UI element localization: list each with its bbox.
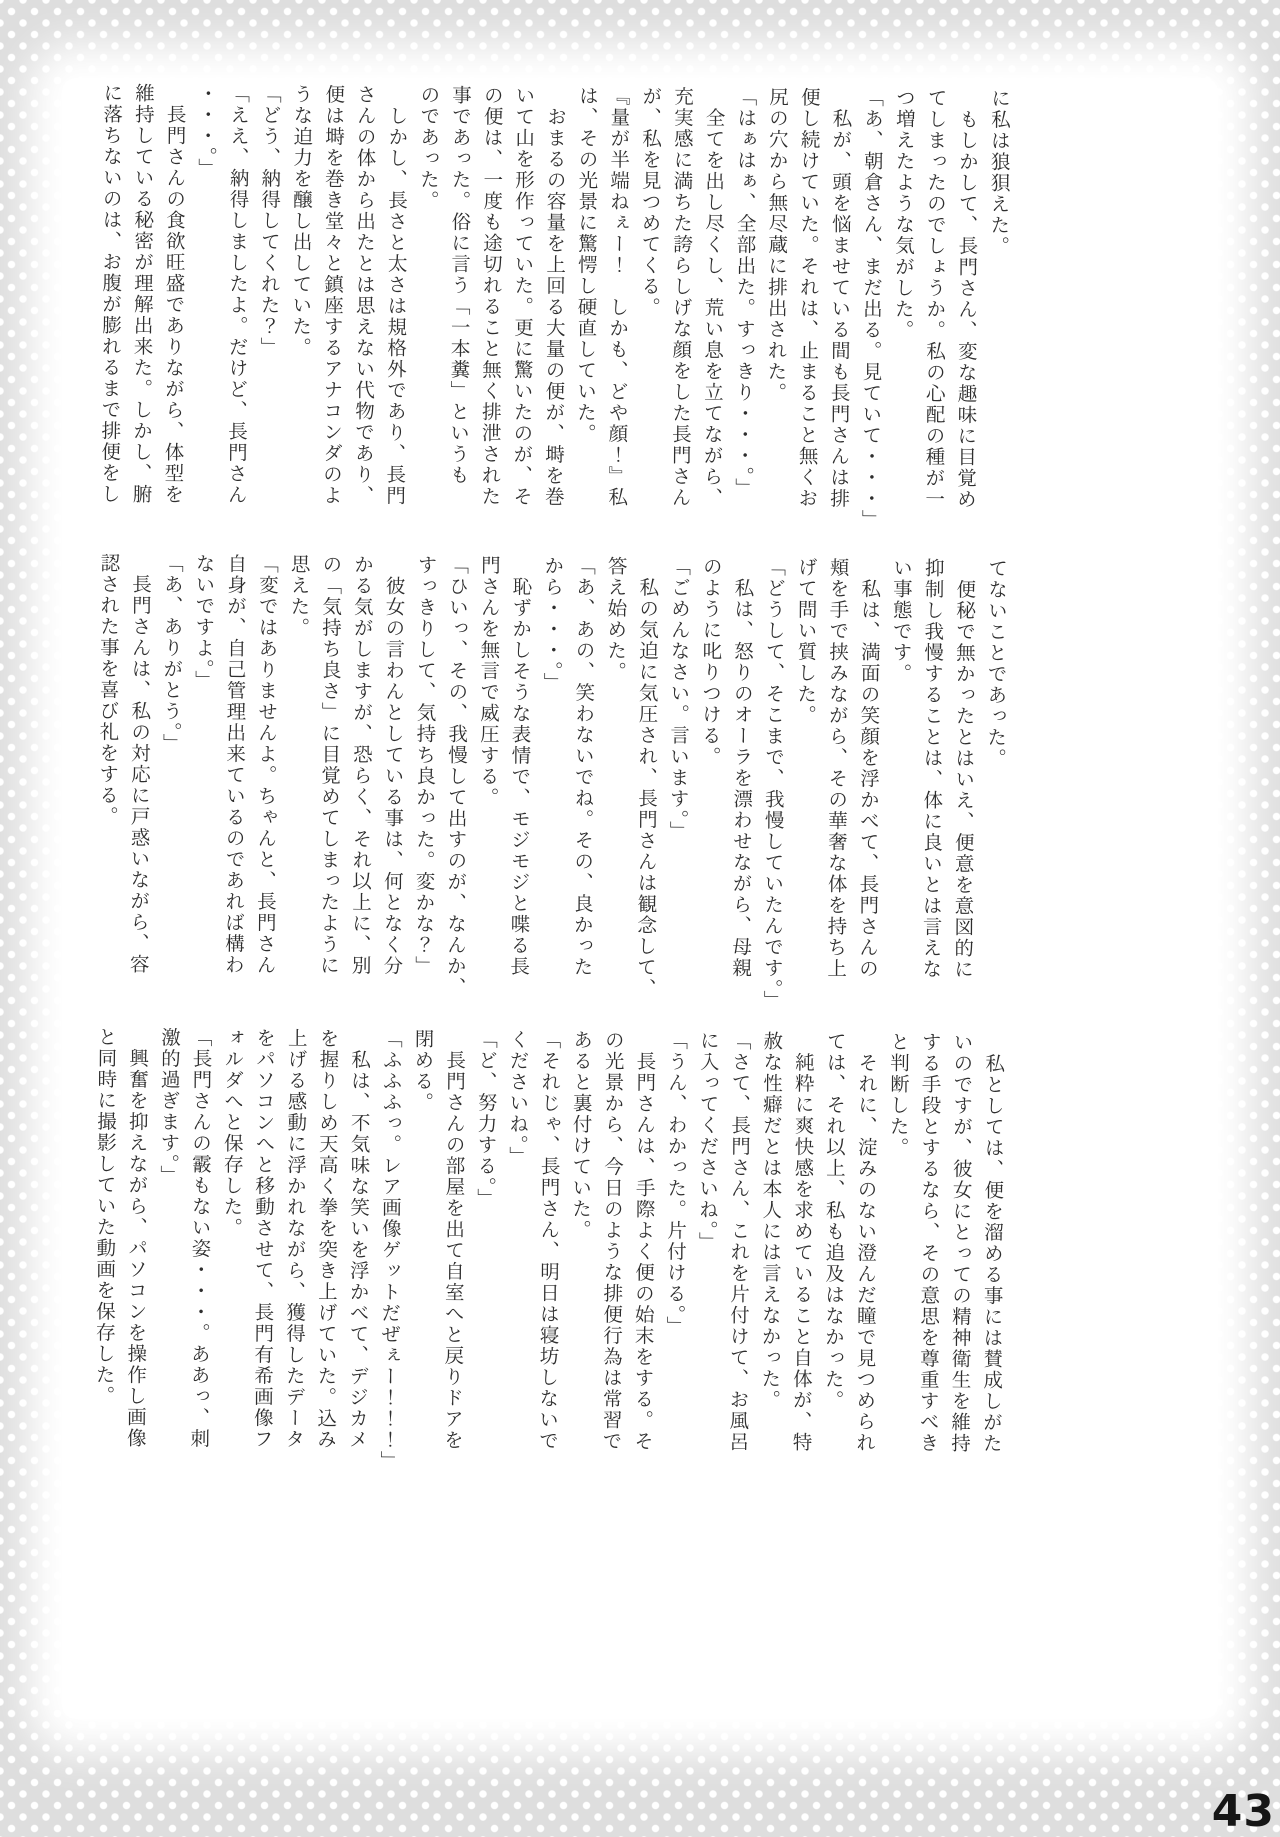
text-column: てないことであった。: [983, 558, 1009, 770]
text-column: 上げる感動に浮かれながら、獲得したデータ: [282, 1027, 308, 1450]
text-column: 維持している秘密が理解出来た。しかし、腑: [129, 82, 156, 506]
text-column: 「ど、努力する。」: [473, 1028, 499, 1210]
text-column: 「ええ、納得しましたよ。だけど、長門さん: [224, 83, 251, 506]
text-column: つ増えたような気がした。: [891, 87, 916, 341]
text-column: 「はぁはぁ、全部出た。すっきり・・・。」: [731, 86, 758, 499]
text-column: 「あ、あの、笑わないでね。その、良かった: [570, 555, 597, 978]
text-column: 「ふふふっ。レア画像ゲットだぜぇー！！！」: [377, 1028, 403, 1472]
text-column: を握りしめ天高く拳を突き上げていた。込み: [313, 1028, 340, 1451]
text-column: のであった。: [416, 84, 441, 212]
text-block-middle: [87, 553, 1012, 1031]
page-number: 43: [1211, 1786, 1275, 1837]
text-column: 「あ、ありがとう。」: [159, 553, 184, 755]
text-column: 「あ、朝倉さん、まだ出る。見ていて・・・」: [858, 87, 885, 531]
text-column: うな迫力を醸し出していた。: [288, 83, 314, 359]
text-column: いて山を形作っていた。更に驚いたのが、そ: [509, 85, 536, 508]
text-column: に落ちないのは、お腹が膨れるまで排便をし: [97, 82, 124, 505]
text-column: は、その光景に驚愕し硬直していた。: [573, 85, 599, 445]
text-column: 「長門さんの霰もない姿・・・。ああっ、刺: [187, 1027, 213, 1450]
text-column: 思えた。: [287, 553, 311, 639]
text-column: 恥ずかしそうな表情で、モジモジと喋る長: [507, 555, 533, 978]
text-column: 『量が半端ねぇー！ しかも、どや顔！』私: [605, 85, 631, 508]
text-column: げて問い質した。: [793, 556, 818, 726]
text-column: をパソコンへと移動させて、長門有希画像フ: [250, 1027, 277, 1450]
text-column: 「変ではありませんよ。ちゃんと、長門さん: [253, 553, 280, 976]
text-column: すっきりして、気持ち良かった。変かな？」: [411, 554, 438, 977]
text-column: に入ってくださいね。」: [695, 1030, 720, 1253]
text-column: くださいね。」: [505, 1029, 530, 1168]
text-column: の「気持ち良さ」に目覚めてしまったように: [316, 554, 343, 977]
text-column: 全てを出し尽くし、荒い息を立てながら、: [700, 86, 726, 509]
text-column: さんの体から出たとは思えない代物であり、: [351, 84, 378, 507]
text-column: の光景から、今日のような排便行為は常習で: [599, 1029, 625, 1452]
text-column: 私は、怒りのオーラを漂わせながら、母親: [729, 556, 755, 979]
text-column: に私は狼狽えた。: [987, 88, 1012, 258]
text-column: する手段とするなら、その意思を尊重すべき: [916, 1031, 942, 1454]
text-column: 長門さんは、手際よく便の始末をする。そ: [631, 1029, 657, 1453]
text-column: てしまったのでしょうか。私の心配の種が一: [922, 87, 948, 510]
text-column: 「どう、納得してくれた？」: [257, 83, 282, 359]
text-column: かる気がしますが、恐らく、それ以上に、別: [348, 554, 375, 977]
text-column: 「どうして、そこまで、我慢していたんです。」: [760, 556, 787, 1012]
text-block-bottom: [84, 1027, 1009, 1505]
text-column: 「ひいっ、その、我慢して出すのが、なんか、: [443, 554, 470, 999]
text-column: しかし、長さと太さは規格外であり、長門: [383, 84, 409, 507]
text-column: 頬を手で挟みながら、その華奢な体を持ち上: [824, 557, 850, 980]
text-column: 「ごめんなさい。言います。」: [666, 556, 692, 842]
text-column: おまるの容量を上回る大量の便が、塒を巻: [541, 85, 568, 508]
text-column: から・・・。」: [540, 555, 565, 694]
text-column: 「うん、わかった。片付ける。」: [663, 1030, 689, 1338]
text-column: あると裏付けていた。: [568, 1029, 594, 1241]
text-column: いのですが、彼女にとっての精神衛生を維持: [948, 1031, 974, 1455]
text-column: と同時に撮影していた動画を保存した。: [92, 1026, 118, 1407]
text-column: 便は塒を巻き堂々と鎮座するアナコンダのよ: [319, 84, 346, 507]
text-column: 長門さんは、私の対応に戸惑いながら、容: [126, 552, 153, 976]
text-column: 私の気迫に気圧され、長門さんは観念して、: [633, 555, 660, 1000]
text-column: ・・・。」: [194, 83, 219, 180]
text-column: 私は、不気味な笑いを浮かべて、デジカメ: [345, 1028, 372, 1451]
text-column: が、私を見つめてくる。: [637, 85, 663, 319]
text-column: 抑制し我慢することは、体に良いとは言えな: [919, 557, 945, 980]
text-block-top: [90, 83, 1015, 561]
text-column: 認された事を喜び礼をする。: [95, 552, 121, 828]
text-column: 事であった。俗に言う「一本糞」というも: [446, 84, 473, 486]
text-column: 閉める。: [411, 1028, 435, 1114]
text-column: 長門さんの部屋を出て自室へと戻りドアを: [440, 1028, 467, 1451]
text-column: 純粋に爽快感を求めていること自体が、特: [789, 1030, 816, 1454]
text-column: 「それじゃ、長門さん、明日は寝坊しないで: [535, 1029, 562, 1452]
text-column: ては、それ以上、私も追及はなかった。: [821, 1031, 847, 1412]
text-column: 答え始めた。: [604, 555, 628, 683]
text-column: い事態です。: [889, 557, 914, 685]
text-column: と判断した。: [886, 1031, 911, 1159]
text-column: 便秘で無かったとはいえ、便意を意図的に: [950, 557, 977, 981]
text-column: 私としては、便を溜める事には賛成しがた: [979, 1032, 1006, 1455]
text-column: 便し続けていた。それは、止まること無くお: [795, 86, 821, 510]
text-column: 激的過ぎます。」: [157, 1027, 182, 1187]
text-column: のように叱りつける。: [698, 556, 723, 768]
text-column: ないですよ。」: [191, 553, 216, 692]
text-column: ォルダへと保存した。: [220, 1027, 245, 1239]
text-column: 長門さんの食欲旺盛でありながら、体型を: [161, 83, 187, 506]
text-column: 充実感に満ちた誇らしげな顔をした長門さん: [668, 86, 695, 509]
text-column: の便は、一度も途切れること無く排泄された: [478, 85, 504, 508]
text-column: 尻の穴から無尽蔵に排出された。: [764, 86, 790, 404]
text-column: もしかして、長門さん、変な趣味に目覚め: [953, 87, 980, 511]
text-column: 私が、頭を悩ませている間も長門さんは排: [826, 87, 853, 510]
text-column: 興奮を抑えながら、パソコンを操作し画像: [123, 1026, 150, 1449]
text-column: 私は、満面の笑顔を浮かべて、長門さんの: [855, 557, 882, 980]
text-column: 彼女の言わんとしている事は、何となく分: [380, 554, 406, 977]
text-column: 「さて、長門さん、これを片付けて、お風呂: [726, 1030, 752, 1453]
text-column: 門さんを無言で威圧する。: [476, 555, 501, 809]
text-column: それに、淀みのない澄んだ瞳で見つめられ: [852, 1031, 879, 1454]
text-column: 自身が、自己管理出来ているのであれば構わ: [221, 553, 248, 976]
text-column: 赦な性癖だとは本人には言えなかった。: [758, 1030, 784, 1411]
